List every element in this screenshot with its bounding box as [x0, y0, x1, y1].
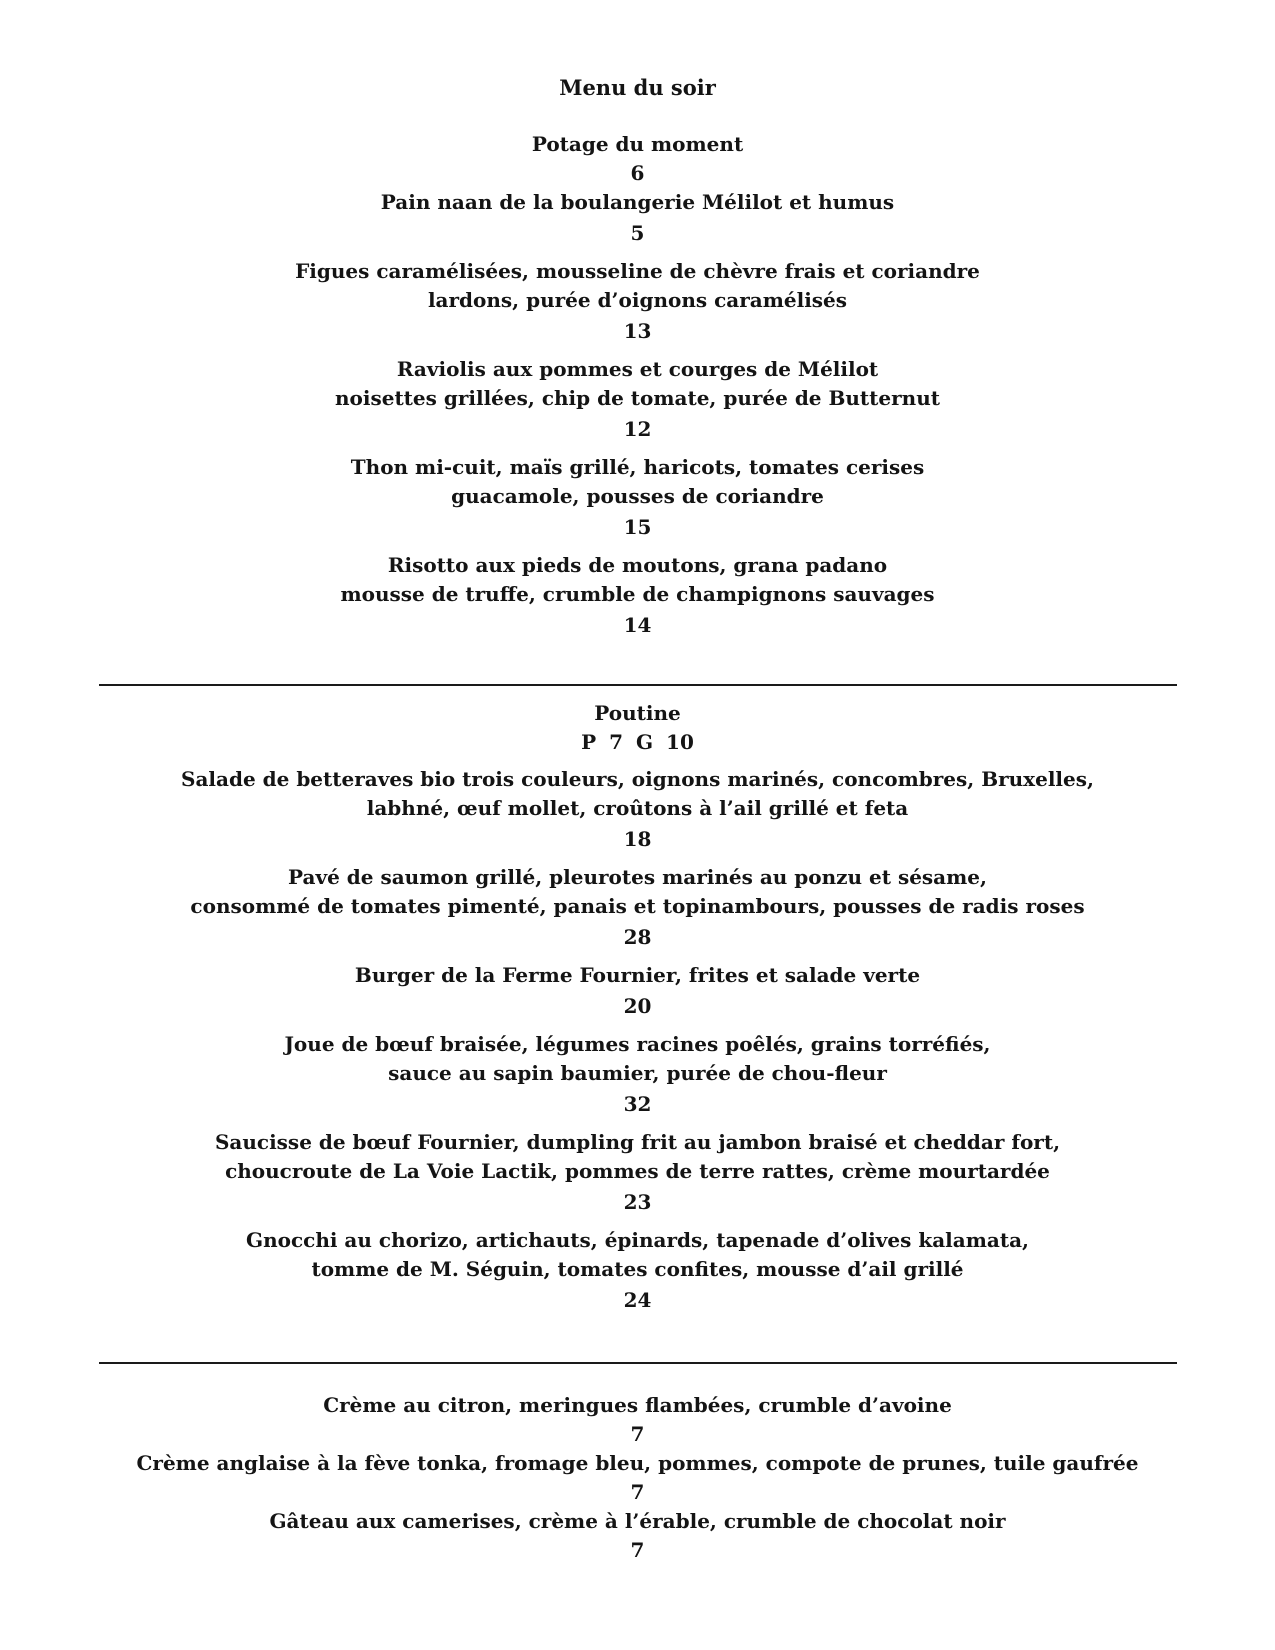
- item-description: mousse de truffe, crumble de champignons sauvages: [340, 582, 935, 606]
- item-description: Joue de bœuf braisée, légumes racines poêlés, grains torréfiés,: [284, 1032, 991, 1056]
- list-item: [100, 961, 1175, 1022]
- list-item: [100, 188, 1175, 249]
- item-description: Crème au citron, meringues flambées, crumble d’avoine: [323, 1393, 952, 1417]
- list-item: [100, 1507, 1175, 1565]
- item-price: 6: [630, 161, 645, 185]
- list-item: [100, 1391, 1175, 1449]
- item-price: 23: [623, 1190, 652, 1214]
- item-description: sauce au sapin baumier, purée de chou-fleur: [388, 1061, 887, 1085]
- item-price: 7: [630, 1422, 645, 1446]
- item-description: Pain naan de la boulangerie Mélilot et humus: [380, 190, 895, 214]
- item-description: labhné, œuf mollet, croûtons à l’ail grillé et feta: [366, 796, 909, 820]
- item-description: lardons, purée d’oignons caramélisés: [427, 288, 848, 312]
- list-item: [100, 699, 1175, 757]
- item-price: 7: [630, 1538, 645, 1562]
- item-description: Risotto aux pieds de moutons, grana padano: [387, 553, 888, 577]
- item-price: 28: [623, 925, 652, 949]
- section-divider: [99, 684, 1177, 686]
- list-item: [100, 1449, 1175, 1507]
- item-price: 18: [623, 827, 652, 851]
- item-description: Poutine: [594, 701, 681, 725]
- item-price: 24: [623, 1288, 652, 1312]
- page-title: Menu du soir: [559, 75, 716, 100]
- list-item: [100, 1128, 1175, 1218]
- mains-section: [100, 699, 1175, 1324]
- item-price: 5: [630, 221, 645, 245]
- item-description: Figues caramélisées, mousseline de chèvre frais et coriandre: [295, 259, 980, 283]
- item-description: Saucisse de bœuf Fournier, dumpling frit au jambon braisé et cheddar fort,: [214, 1130, 1061, 1154]
- item-price: 13: [623, 319, 652, 343]
- item-description: consommé de tomates pimenté, panais et topinambours, pousses de radis roses: [190, 894, 1085, 918]
- item-description: Crème anglaise à la fève tonka, fromage bleu, pommes, compote de prunes, tuile gaufrée: [136, 1451, 1139, 1475]
- list-item: [100, 863, 1175, 953]
- item-price: 20: [623, 994, 652, 1018]
- list-item: [100, 765, 1175, 855]
- list-item: [100, 130, 1175, 188]
- item-description: Pavé de saumon grillé, pleurotes marinés au ponzu et sésame,: [288, 865, 987, 889]
- list-item: [100, 1030, 1175, 1120]
- item-price: 32: [623, 1092, 652, 1116]
- item-description: noisettes grillées, chip de tomate, purée de Butternut: [334, 386, 940, 410]
- item-price: P 7 G 10: [581, 730, 694, 754]
- item-description: Burger de la Ferme Fournier, frites et salade verte: [354, 963, 921, 987]
- list-item: [100, 1226, 1175, 1316]
- item-description: Salade de betteraves bio trois couleurs, oignons marinés, concombres, Bruxelles,: [181, 767, 1094, 791]
- item-description: guacamole, pousses de coriandre: [451, 484, 824, 508]
- starters-section: [100, 130, 1175, 649]
- list-item: [100, 453, 1175, 543]
- item-description: Gnocchi au chorizo, artichauts, épinards, tapenade d’olives kalamata,: [246, 1228, 1029, 1252]
- list-item: [100, 551, 1175, 641]
- item-price: 15: [623, 515, 652, 539]
- item-price: 12: [623, 417, 652, 441]
- item-description: Potage du moment: [531, 132, 744, 156]
- list-item: [100, 355, 1175, 445]
- list-item: [100, 257, 1175, 347]
- section-divider: [99, 1362, 1177, 1364]
- desserts-section: [100, 1391, 1175, 1565]
- item-description: tomme de M. Séguin, tomates confites, mousse d’ail grillé: [311, 1257, 964, 1281]
- item-price: 14: [623, 613, 652, 637]
- item-description: choucroute de La Voie Lactik, pommes de terre rattes, crème mourtardée: [225, 1159, 1050, 1183]
- item-description: Thon mi-cuit, maïs grillé, haricots, tomates cerises: [350, 455, 925, 479]
- item-description: Gâteau aux camerises, crème à l’érable, crumble de chocolat noir: [269, 1509, 1006, 1533]
- item-description: Raviolis aux pommes et courges de Mélilot: [396, 357, 879, 381]
- item-price: 7: [630, 1480, 645, 1504]
